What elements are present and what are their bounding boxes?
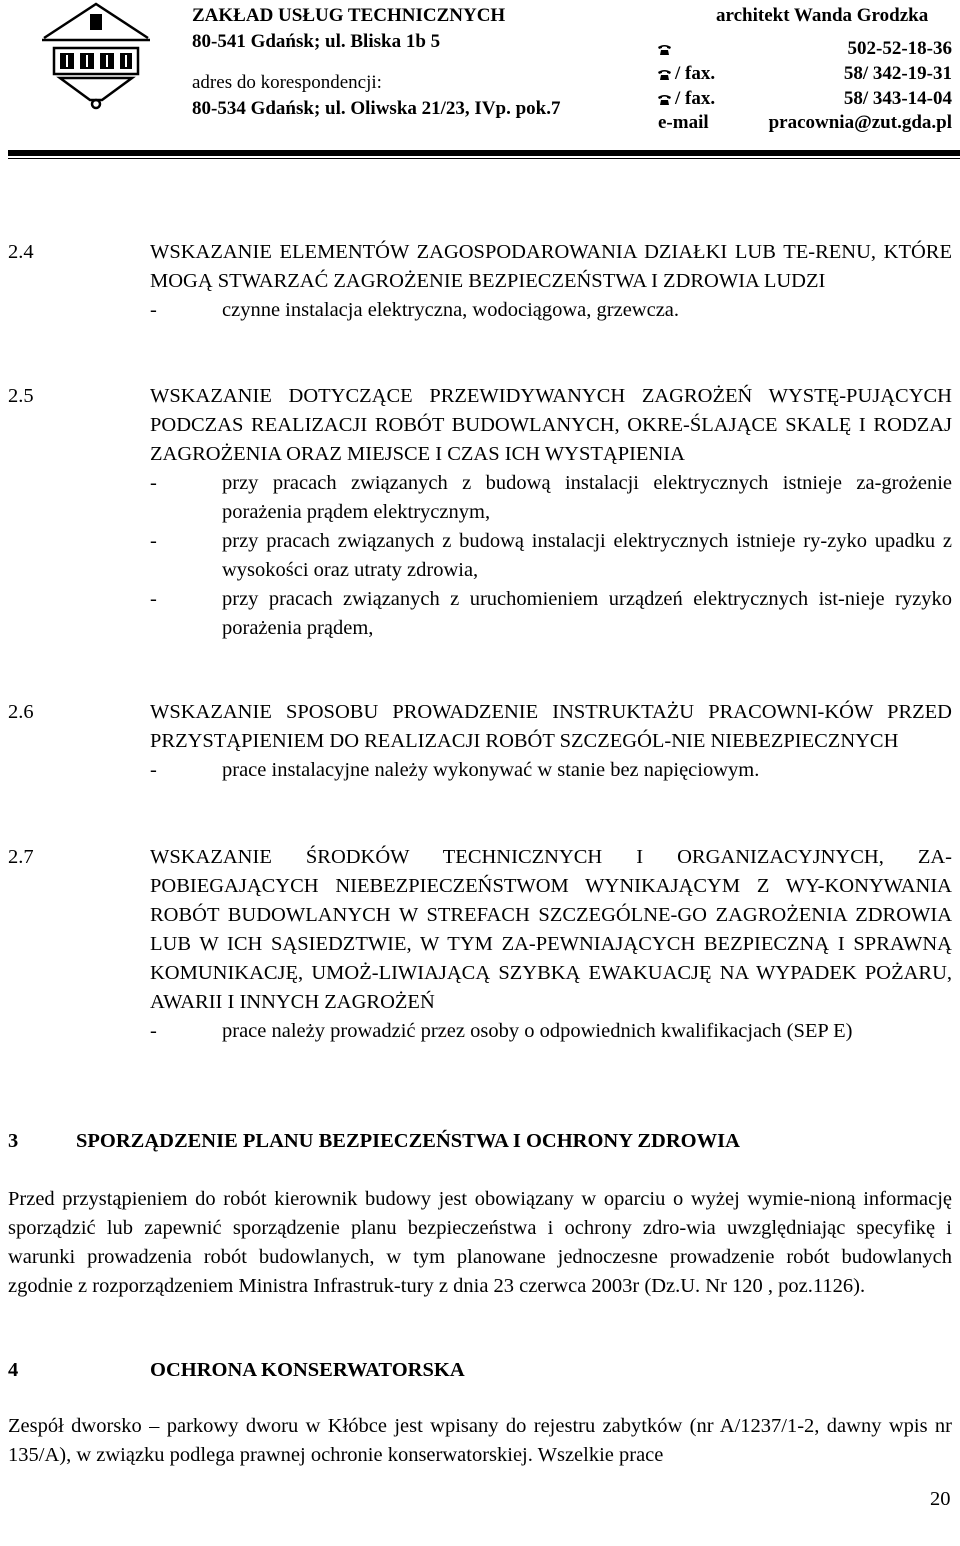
section-4-body: Zespół dworsko – parkowy dworu w Kłóbce jest wpisany do rejestru zabytków (nr A/1237/1-2, dawny wpis nr 135/A), w związku podlega prawnej ochronie konserwatorskiej. Wszelkie prace — [8, 1415, 952, 1466]
list-dash: - — [150, 530, 157, 552]
list-dash: - — [150, 759, 157, 781]
email-label: e-mail — [658, 112, 709, 133]
section-2-4 — [8, 238, 952, 325]
section-number: 4 — [8, 1359, 19, 1381]
list-item — [8, 527, 952, 585]
company-logo-house-icon — [40, 0, 152, 110]
section-number: 2.6 — [8, 701, 34, 723]
section-title: WSKAZANIE SPOSOBU PROWADZENIE INSTRUKTAŻU PRACOWNI-KÓW PRZED PRZYSTĄPIENIEM DO REALIZACJI ROBÓT SZCZEGÓL-NIE NIEBEZPIECZNYCH — [150, 701, 952, 752]
section-number: 2.5 — [8, 385, 34, 407]
section-number: 2.7 — [8, 846, 34, 868]
phone-fax-label: / fax. — [658, 86, 715, 112]
list-item — [8, 469, 952, 527]
telephone-icon — [658, 94, 671, 105]
list-dash: - — [150, 1020, 157, 1042]
page-number: 20 — [930, 1488, 951, 1510]
list-item-text: przy pracach związanych z budową instalacji elektrycznych istnieje za-grożenie porażenia prądem elektrycznym, — [222, 472, 952, 523]
section-3-heading — [8, 1127, 952, 1156]
section-title: WSKAZANIE DOTYCZĄCE PRZEWIDYWANYCH ZAGROŻEŃ WYSTĘ-PUJĄCYCH PODCZAS REALIZACJI ROBÓT BUDOWLANYCH, OKRE-ŚLAJĄCE SKALĘ I RODZAJ ZAGROŻENIA ORAZ MIEJSCE I CZAS ICH WYSTĄPIENIA — [150, 385, 952, 465]
list-item-text: przy pracach związanych z uruchomieniem urządzeń elektrycznych ist-nieje ryzyko porażenia prądem, — [222, 588, 952, 639]
section-number: 3 — [8, 1130, 19, 1152]
list-item — [8, 756, 952, 785]
telephone-icon — [658, 69, 671, 80]
phone-fax-number-1: 58/ 342-19-31 — [843, 63, 952, 84]
architect-name: architekt Wanda Grodzka — [716, 5, 929, 26]
phone-fax-number-2: 58/ 343-14-04 — [843, 88, 952, 109]
list-item — [8, 1017, 952, 1046]
section-4-heading — [8, 1356, 952, 1385]
list-dash: - — [150, 588, 157, 610]
phone-label — [658, 36, 675, 62]
section-title: SPORZĄDZENIE PLANU BEZPIECZEŃSTWA I OCHRONY ZDROWIA — [76, 1130, 740, 1152]
list-item — [8, 585, 952, 643]
section-2-6 — [8, 698, 952, 785]
list-dash: - — [150, 472, 157, 494]
section-title: WSKAZANIE ŚRODKÓW TECHNICZNYCH I ORGANIZACYJNYCH, ZA-POBIEGAJĄCYCH NIEBEZPIECZEŃSTWOM WYNIKAJĄCYM Z WY-KONYWANIA ROBÓT BUDOWLANYCH W STREFACH SZCZEGÓLNE-GO ZAGROŻENIA ZDROWIA LUB W ICH SĄSIEDZTWIE, W TYM ZA-PEWNIAJĄCYCH BEZPIECZNĄ I SPRAWNĄ KOMUNIKACJĘ, UMOŻ-LIWIAJĄCĄ SZYBKĄ EWAKUACJĘ NA WYPADEK POŻARU, AWARII I INNYCH ZAGROŻEŃ — [150, 846, 952, 1013]
company-address: 80-541 Gdańsk; ul. Bliska 1b 5 — [192, 31, 441, 52]
list-item-text: prace należy prowadzić przez osoby o odpowiednich kwalifikacjach (SEP E) — [222, 1020, 853, 1042]
header-divider-thick — [8, 150, 960, 156]
header-divider-thin — [8, 158, 960, 159]
section-title: WSKAZANIE ELEMENTÓW ZAGOSPODAROWANIA DZIAŁKI LUB TE-RENU, KTÓRE MOGĄ STWARZAĆ ZAGROŻENIE BEZPIECZEŃSTWA I ZDROWIA LUDZI — [150, 241, 952, 292]
phone-number: 502-52-18-36 — [847, 38, 952, 59]
phone-fax-label: / fax. — [658, 61, 715, 87]
list-dash: - — [150, 299, 157, 321]
list-item-text: prace instalacyjne należy wykonywać w stanie bez napięciowym. — [222, 759, 760, 781]
section-3-body: Przed przystąpieniem do robót kierownik budowy jest obowiązany w oparciu o wyżej wymie-nioną informację sporządzić lub zapewnić sporządzenie planu bezpieczeństwa i ochrony zdro-wia uwzględniając specyfikę i warunki prowadzenia robót budowlanych, w tym planowane jednoczesne prowadzenie robót budowlanych zgodnie z rozporządzeniem Ministra Infrastruk-tury z dnia 23 czerwca 2003r (Dz.U. Nr 120 , poz.1126). — [8, 1188, 952, 1297]
email-address: pracownia@zut.gda.pl — [768, 112, 952, 133]
list-item-text: czynne instalacja elektryczna, wodociągowa, grzewcza. — [222, 299, 680, 321]
section-2-5 — [8, 382, 952, 643]
list-item-text: przy pracach związanych z budową instalacji elektrycznych istnieje ry-zyko upadku z wysokości oraz utraty zdrowia, — [222, 530, 952, 581]
list-item — [8, 296, 952, 325]
section-2-7 — [8, 843, 952, 1046]
section-number: 2.4 — [8, 241, 34, 263]
correspondence-label: adres do korespondencji: — [192, 72, 382, 93]
telephone-icon — [658, 44, 671, 55]
section-title: OCHRONA KONSERWATORSKA — [150, 1359, 465, 1381]
company-name: ZAKŁAD USŁUG TECHNICZNYCH — [192, 5, 506, 26]
correspondence-address: 80-534 Gdańsk; ul. Oliwska 21/23, IVp. pok.7 — [192, 98, 561, 119]
